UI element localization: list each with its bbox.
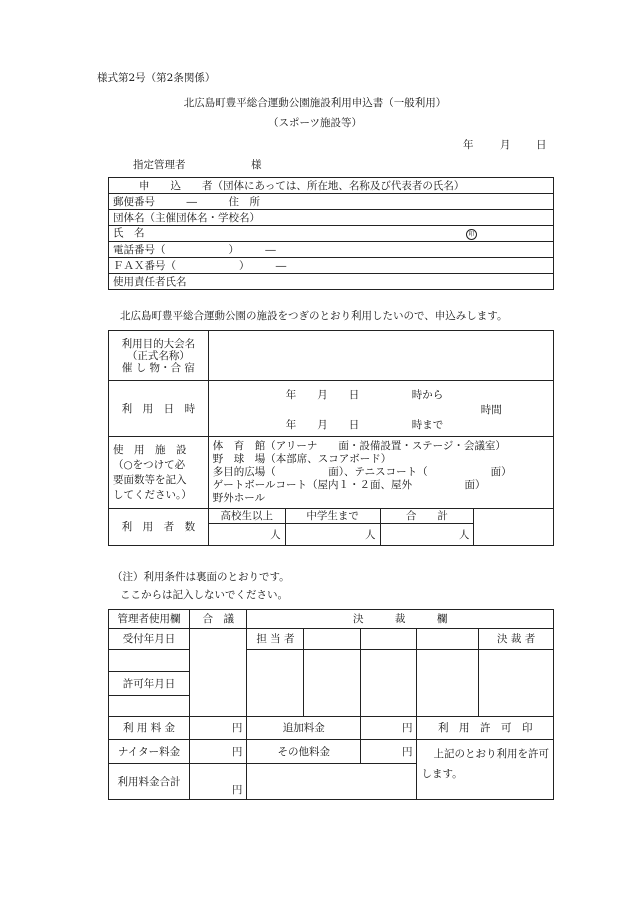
- dates-label: 利 用 日 時: [109, 381, 209, 437]
- note-do-not-fill: ここからは記入しないでください。: [120, 589, 288, 601]
- users-total-field[interactable]: [380, 524, 474, 546]
- other-fee-label: その他料金: [247, 740, 361, 764]
- users-header-junior: 中学生まで: [285, 509, 380, 524]
- facility-label-line3: 要面数等を記入: [113, 473, 187, 486]
- consultation-header: 合 議: [190, 610, 247, 629]
- manager-use-column: 管理者使用欄: [109, 610, 190, 629]
- facility-gateball[interactable]: ゲートボールコート（屋内１・２面、屋外 面）: [212, 479, 486, 491]
- phone-field[interactable]: 電話番号（ ） ―: [109, 242, 554, 258]
- facility-label-line4: してください。）: [113, 488, 192, 501]
- users-blank: [474, 509, 554, 546]
- purpose-label: [109, 331, 209, 381]
- yen-label: 円: [401, 722, 413, 734]
- total-fee-field[interactable]: [190, 764, 247, 800]
- night-fee-field[interactable]: [190, 740, 247, 764]
- facility-label-line1: 使 用 施 設: [113, 443, 187, 456]
- received-date-field[interactable]: [109, 650, 190, 672]
- purpose-label-line2: （正式名称）: [126, 349, 190, 362]
- applicant-table: [108, 177, 554, 290]
- stamp-area-2[interactable]: [361, 650, 417, 717]
- request-sentence: 北広島町豊平総合運動公園の施設をつぎのとおり利用したいので、申込みします。: [120, 310, 508, 322]
- yen-label: 円: [231, 722, 243, 734]
- responsible-person-field[interactable]: 使用責任者氏名: [109, 274, 554, 290]
- permit-date-field[interactable]: [109, 696, 190, 717]
- extra-fee-field[interactable]: [361, 717, 417, 740]
- consultation-field[interactable]: [190, 629, 247, 717]
- organization-field[interactable]: 団体名（主催団体名・学校名）: [109, 210, 554, 226]
- date-day: 日: [536, 139, 547, 151]
- users-header-high: 高校生以上: [208, 509, 285, 524]
- decision-header: 決 裁 欄: [247, 610, 554, 629]
- facility-gym[interactable]: 体 育 館（アリーナ 面・設備設置・ステージ・会議室）: [212, 440, 506, 452]
- dates-field[interactable]: [208, 381, 553, 437]
- addressee-suffix: 様: [251, 159, 262, 171]
- permit-seal-label: 利 用 許 可 印: [417, 717, 554, 740]
- purpose-field[interactable]: [208, 331, 553, 381]
- page-subtitle: （スポーツ施設等）: [267, 117, 363, 129]
- stamp-area-1[interactable]: [304, 650, 361, 717]
- yen-label: 円: [231, 784, 243, 796]
- officer-label: 担 当 者: [247, 629, 304, 650]
- users-label: 利 用 者 数: [109, 509, 209, 546]
- received-date-label: 受付年月日: [109, 629, 190, 650]
- permit-date-label: 許可年月日: [109, 672, 190, 696]
- admin-table: [108, 609, 554, 800]
- stamp-cell-2[interactable]: [361, 629, 417, 650]
- date-from: 年 月 日 時から: [285, 389, 444, 401]
- page-title: 北広島町豊平総合運動公園施設利用申込書（一般利用）: [183, 97, 447, 109]
- users-header-total: 合 計: [380, 509, 474, 524]
- purpose-label-line1: 利用目的大会名: [121, 337, 196, 350]
- approver-label: 決 裁 者: [479, 629, 554, 650]
- users-junior-field[interactable]: [285, 524, 380, 546]
- seal-mark: 印: [466, 229, 477, 240]
- stamp-cell-1[interactable]: [304, 629, 361, 650]
- permit-text-line2: します。: [421, 768, 463, 780]
- facility-field-tennis[interactable]: 多目的広場（ 面）、テニスコート（ 面）: [212, 466, 512, 478]
- other-fee-field[interactable]: [361, 740, 417, 764]
- note-conditions: （注）利用条件は裏面のとおりです。: [112, 571, 290, 583]
- stamp-area-3[interactable]: [417, 650, 479, 717]
- addressee-label: 指定管理者: [133, 159, 186, 171]
- stamp-cell-3[interactable]: [417, 629, 479, 650]
- date-year: 年: [463, 139, 474, 151]
- total-fee-label: 利用料金合計: [109, 764, 190, 800]
- form-number: 様式第2号（第2条関係）: [97, 72, 216, 84]
- unit-label: 人: [365, 528, 376, 541]
- name-field[interactable]: [109, 226, 554, 242]
- fee-field[interactable]: [190, 717, 247, 740]
- permit-seal-area[interactable]: [417, 740, 554, 800]
- date-to: 年 月 日 時まで: [285, 419, 444, 431]
- purpose-label-line3: 催 し 物・合 宿: [121, 361, 195, 374]
- permit-text-line1: 上記のとおり利用を許可: [433, 748, 549, 760]
- facility-label-line2: （○をつけて必: [113, 458, 186, 471]
- unit-label: 人: [270, 528, 281, 541]
- unit-label: 人: [458, 528, 470, 541]
- fee-blank: [247, 764, 417, 800]
- hours-label: 時間: [480, 404, 502, 416]
- facility-baseball[interactable]: 野 球 場（本部席、スコアボード）: [212, 453, 392, 465]
- fee-label: 利 用 料 金: [109, 717, 190, 740]
- facility-outdoor-hall[interactable]: 野外ホール: [212, 492, 266, 504]
- stamp-officer[interactable]: [247, 650, 304, 717]
- name-label: 氏 名: [113, 227, 145, 239]
- extra-fee-label: 追加料金: [247, 717, 361, 740]
- facility-label: [109, 437, 209, 509]
- date-month: 月: [500, 139, 511, 151]
- stamp-approver[interactable]: [479, 650, 554, 717]
- postal-address-field[interactable]: 郵便番号 ― 住 所: [109, 194, 554, 210]
- facility-options[interactable]: [208, 437, 553, 509]
- night-fee-label: ナイター料金: [109, 740, 190, 764]
- fax-field[interactable]: ＦＡＸ番号（ ） ―: [109, 258, 554, 274]
- users-high-field[interactable]: [208, 524, 285, 546]
- yen-label: 円: [401, 745, 413, 758]
- yen-label: 円: [231, 745, 243, 758]
- applicant-header: 申 込 者（団体にあっては、所在地、名称及び代表者の氏名）: [109, 178, 554, 194]
- details-table: [108, 330, 554, 546]
